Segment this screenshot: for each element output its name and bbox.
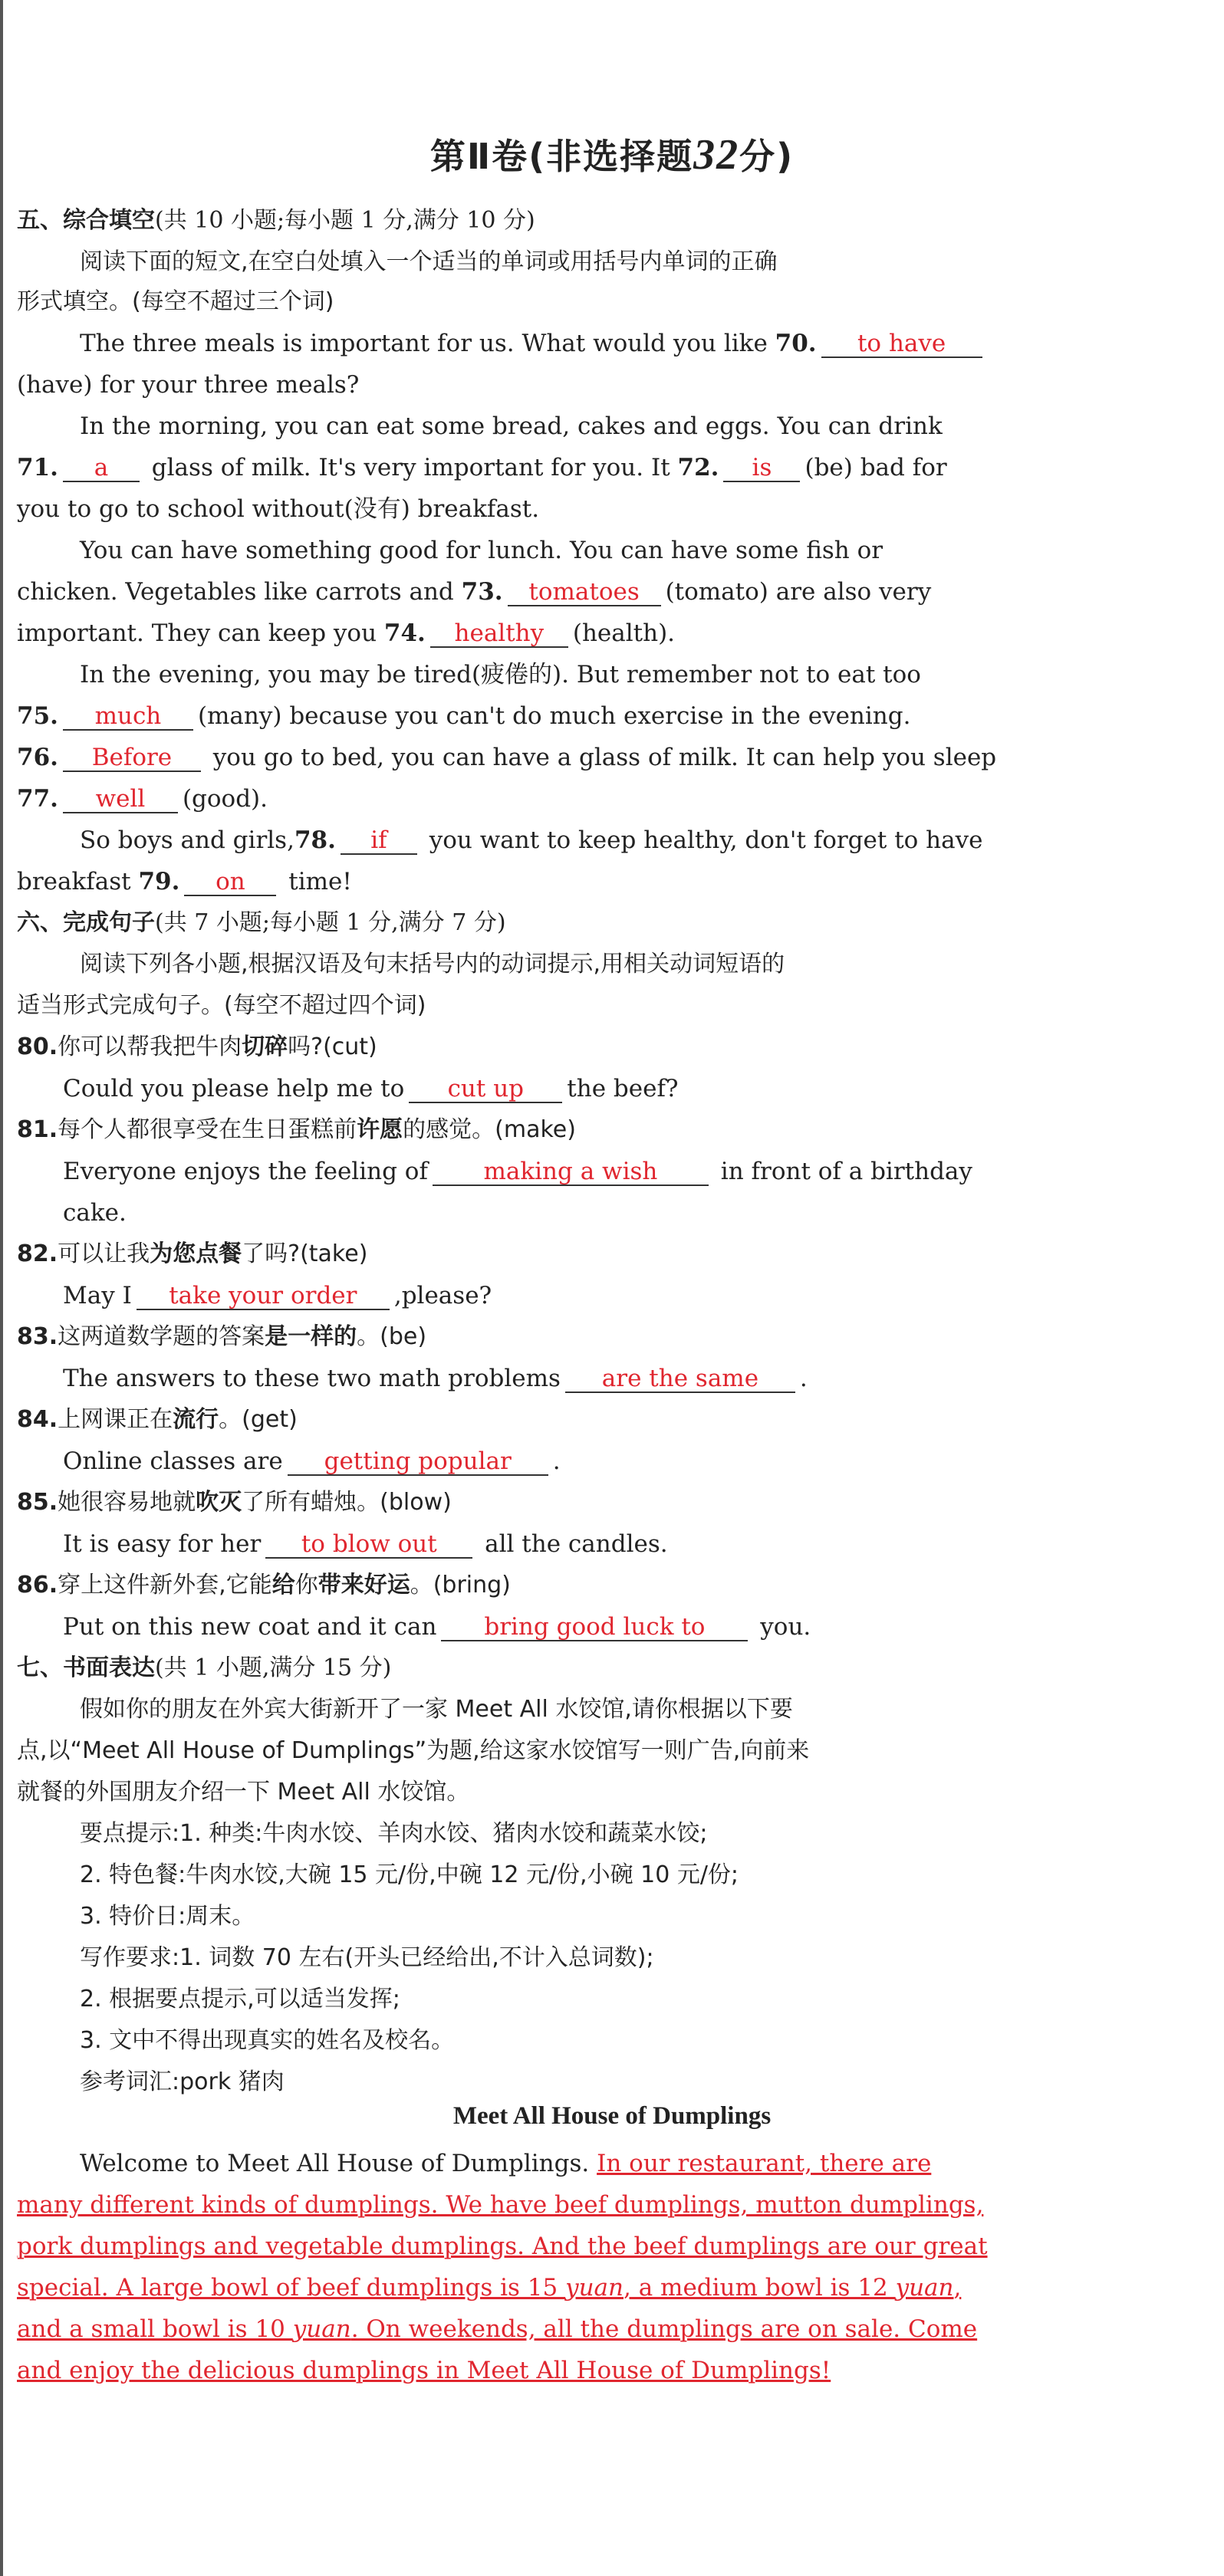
sentence-answer-line: Online classes are getting popular . bbox=[63, 1447, 561, 1475]
writing-task: 假如你的朋友在外宾大街新开了一家 Meet All 水饺馆,请你根据以下要 bbox=[80, 1696, 793, 1723]
section7-note: (共 1 小题,满分 15 分) bbox=[155, 1654, 392, 1681]
section5-note: (共 10 小题;每小题 1 分,满分 10 分) bbox=[155, 207, 535, 234]
writing-requirement: 2. 根据要点提示,可以适当发挥; bbox=[80, 1986, 400, 2013]
passage-line: In the evening, you may be tired(疲倦的). But remember not to eat too bbox=[80, 661, 921, 688]
passage-line: 71. a glass of milk. It's very important for you. It 72. is (be) bad for bbox=[17, 454, 947, 481]
sentence-answer-line: It is easy for her to blow out all the candles. bbox=[63, 1530, 668, 1558]
passage-line: you to go to school without(没有) breakfast. bbox=[17, 495, 540, 523]
section6-note: (共 7 小题;每小题 1 分,满分 7 分) bbox=[155, 909, 506, 936]
essay-answer-line: and enjoy the delicious dumplings in Meet All House of Dumplings! bbox=[17, 2357, 831, 2384]
writing-requirement: 3. 文中不得出现真实的姓名及校名。 bbox=[80, 2027, 455, 2054]
sentence-answer-line: May I take your order ,please? bbox=[63, 1282, 492, 1309]
sentence-answer-line: The answers to these two math problems are the same . bbox=[63, 1365, 808, 1392]
writing-tip: 要点提示:1. 种类:牛肉水饺、羊肉水饺、猪肉水饺和蔬菜水饺; bbox=[80, 1820, 708, 1847]
answer-82: take your order bbox=[137, 1283, 390, 1310]
answer-78: if bbox=[341, 827, 417, 855]
answer-70: to have bbox=[821, 330, 982, 358]
essay-answer-line: special. A large bowl of beef dumplings is 15 yuan, a medium bowl is 12 yuan, bbox=[17, 2274, 962, 2302]
essay-title: Meet All House of Dumplings bbox=[452, 2102, 772, 2130]
passage-line: You can have something good for lunch. You can have some fish or bbox=[80, 537, 883, 564]
sentence-answer-line: Could you please help me to cut up the beef? bbox=[63, 1075, 679, 1102]
passage-line: In the morning, you can eat some bread, cakes and eggs. You can drink bbox=[80, 412, 943, 440]
answer-85: to blow out bbox=[265, 1531, 472, 1559]
answer-77: well bbox=[63, 786, 178, 813]
essay-given: Welcome to Meet All House of Dumplings. bbox=[80, 2150, 590, 2177]
passage-line: important. They can keep you 74. healthy (health). bbox=[17, 619, 676, 647]
part-title-score: 32 bbox=[693, 131, 740, 179]
answer-73: tomatoes bbox=[508, 579, 661, 606]
answer-71: a bbox=[63, 455, 140, 482]
writing-vocab: 参考词汇:pork 猪肉 bbox=[80, 2068, 285, 2095]
writing-tip: 3. 特价日:周末。 bbox=[80, 1903, 255, 1930]
essay-answer: In our restaurant, there are bbox=[597, 2150, 932, 2177]
passage-line: breakfast 79. on time! bbox=[17, 868, 352, 895]
sentence-prompt: 86.穿上这件新外套,它能给你带来好运。(bring) bbox=[17, 1572, 511, 1598]
passage-line: 76. Before you go to bed, you can have a glass of milk. It can help you sleep bbox=[17, 744, 997, 771]
section5-instruction: 形式填空。(每空不超过三个词) bbox=[17, 288, 334, 315]
passage-line: (have) for your three meals? bbox=[17, 371, 360, 399]
section5-heading: 五、综合填空(共 10 小题;每小题 1 分,满分 10 分) bbox=[17, 207, 535, 234]
part-title bbox=[0, 129, 1224, 179]
passage-line: chicken. Vegetables like carrots and 73. tomatoes (tomato) are also very bbox=[17, 578, 932, 606]
answer-80: cut up bbox=[409, 1076, 562, 1103]
answer-83: are the same bbox=[565, 1365, 795, 1393]
part-title-prefix: 第Ⅱ卷(非选择题 bbox=[429, 136, 694, 177]
writing-task: 就餐的外国朋友介绍一下 Meet All 水饺馆。 bbox=[17, 1779, 470, 1806]
section5-instruction: 阅读下面的短文,在空白处填入一个适当的单词或用括号内单词的正确 bbox=[80, 248, 778, 275]
passage-line: 75. much (many) because you can't do much exercise in the evening. bbox=[17, 702, 911, 730]
answer-74: healthy bbox=[430, 620, 568, 648]
answer-75: much bbox=[63, 703, 193, 731]
sentence-prompt: 82.可以让我为您点餐了吗?(take) bbox=[17, 1240, 368, 1267]
sentence-answer-line: Put on this new coat and it can bring good luck to you. bbox=[63, 1613, 811, 1641]
writing-tip: 2. 特色餐:牛肉水饺,大碗 15 元/份,中碗 12 元/份,小碗 10 元/份; bbox=[80, 1861, 739, 1888]
writing-task: 点,以“Meet All House of Dumplings”为题,给这家水饺馆写一则广告,向前来 bbox=[17, 1737, 810, 1764]
section6-instruction: 阅读下列各小题,根据汉语及句末括号内的动词提示,用相关动词短语的 bbox=[80, 951, 785, 978]
essay-line bbox=[80, 2148, 1153, 2179]
passage-line: So boys and girls,78. if you want to keep healthy, don't forget to have bbox=[80, 826, 983, 854]
answer-86: bring good luck to bbox=[441, 1614, 748, 1641]
sentence-answer-line: Everyone enjoys the feeling of making a wish in front of a birthday bbox=[63, 1158, 972, 1185]
answer-76: Before bbox=[63, 744, 201, 772]
sentence-prompt: 85.她很容易地就吹灭了所有蜡烛。(blow) bbox=[17, 1489, 452, 1516]
section6-heading: 六、完成句子(共 7 小题;每小题 1 分,满分 7 分) bbox=[17, 909, 506, 936]
answer-79: on bbox=[184, 869, 276, 896]
part-title-suffix: 分) bbox=[739, 136, 795, 177]
page-edge bbox=[0, 0, 3, 2576]
sentence-prompt: 84.上网课正在流行。(get) bbox=[17, 1406, 298, 1433]
essay-answer-line: pork dumplings and vegetable dumplings. And the beef dumplings are our great bbox=[17, 2233, 988, 2260]
sentence-prompt: 83.这两道数学题的答案是一样的。(be) bbox=[17, 1323, 427, 1350]
answer-81: making a wish bbox=[433, 1158, 709, 1186]
writing-requirement: 写作要求:1. 词数 70 左右(开头已经给出,不计入总词数); bbox=[80, 1944, 654, 1971]
passage-line: 77. well (good). bbox=[17, 785, 268, 813]
sentence-prompt: 81.每个人都很享受在生日蛋糕前许愿的感觉。(make) bbox=[17, 1116, 576, 1143]
essay-answer-line: many different kinds of dumplings. We have beef dumplings, mutton dumplings, bbox=[17, 2191, 984, 2219]
sentence-answer-line: cake. bbox=[63, 1199, 127, 1227]
answer-72: is bbox=[723, 455, 800, 482]
section6-instruction: 适当形式完成句子。(每空不超过四个词) bbox=[17, 992, 426, 1019]
answer-84: getting popular bbox=[288, 1448, 548, 1476]
passage-line: The three meals is important for us. What would you like 70. to have bbox=[80, 328, 1153, 359]
sentence-prompt: 80.你可以帮我把牛肉切碎吗?(cut) bbox=[17, 1033, 377, 1060]
section7-heading: 七、书面表达(共 1 小题,满分 15 分) bbox=[17, 1654, 392, 1681]
essay-answer-line: and a small bowl is 10 yuan. On weekends, all the dumplings are on sale. Come bbox=[17, 2315, 978, 2343]
